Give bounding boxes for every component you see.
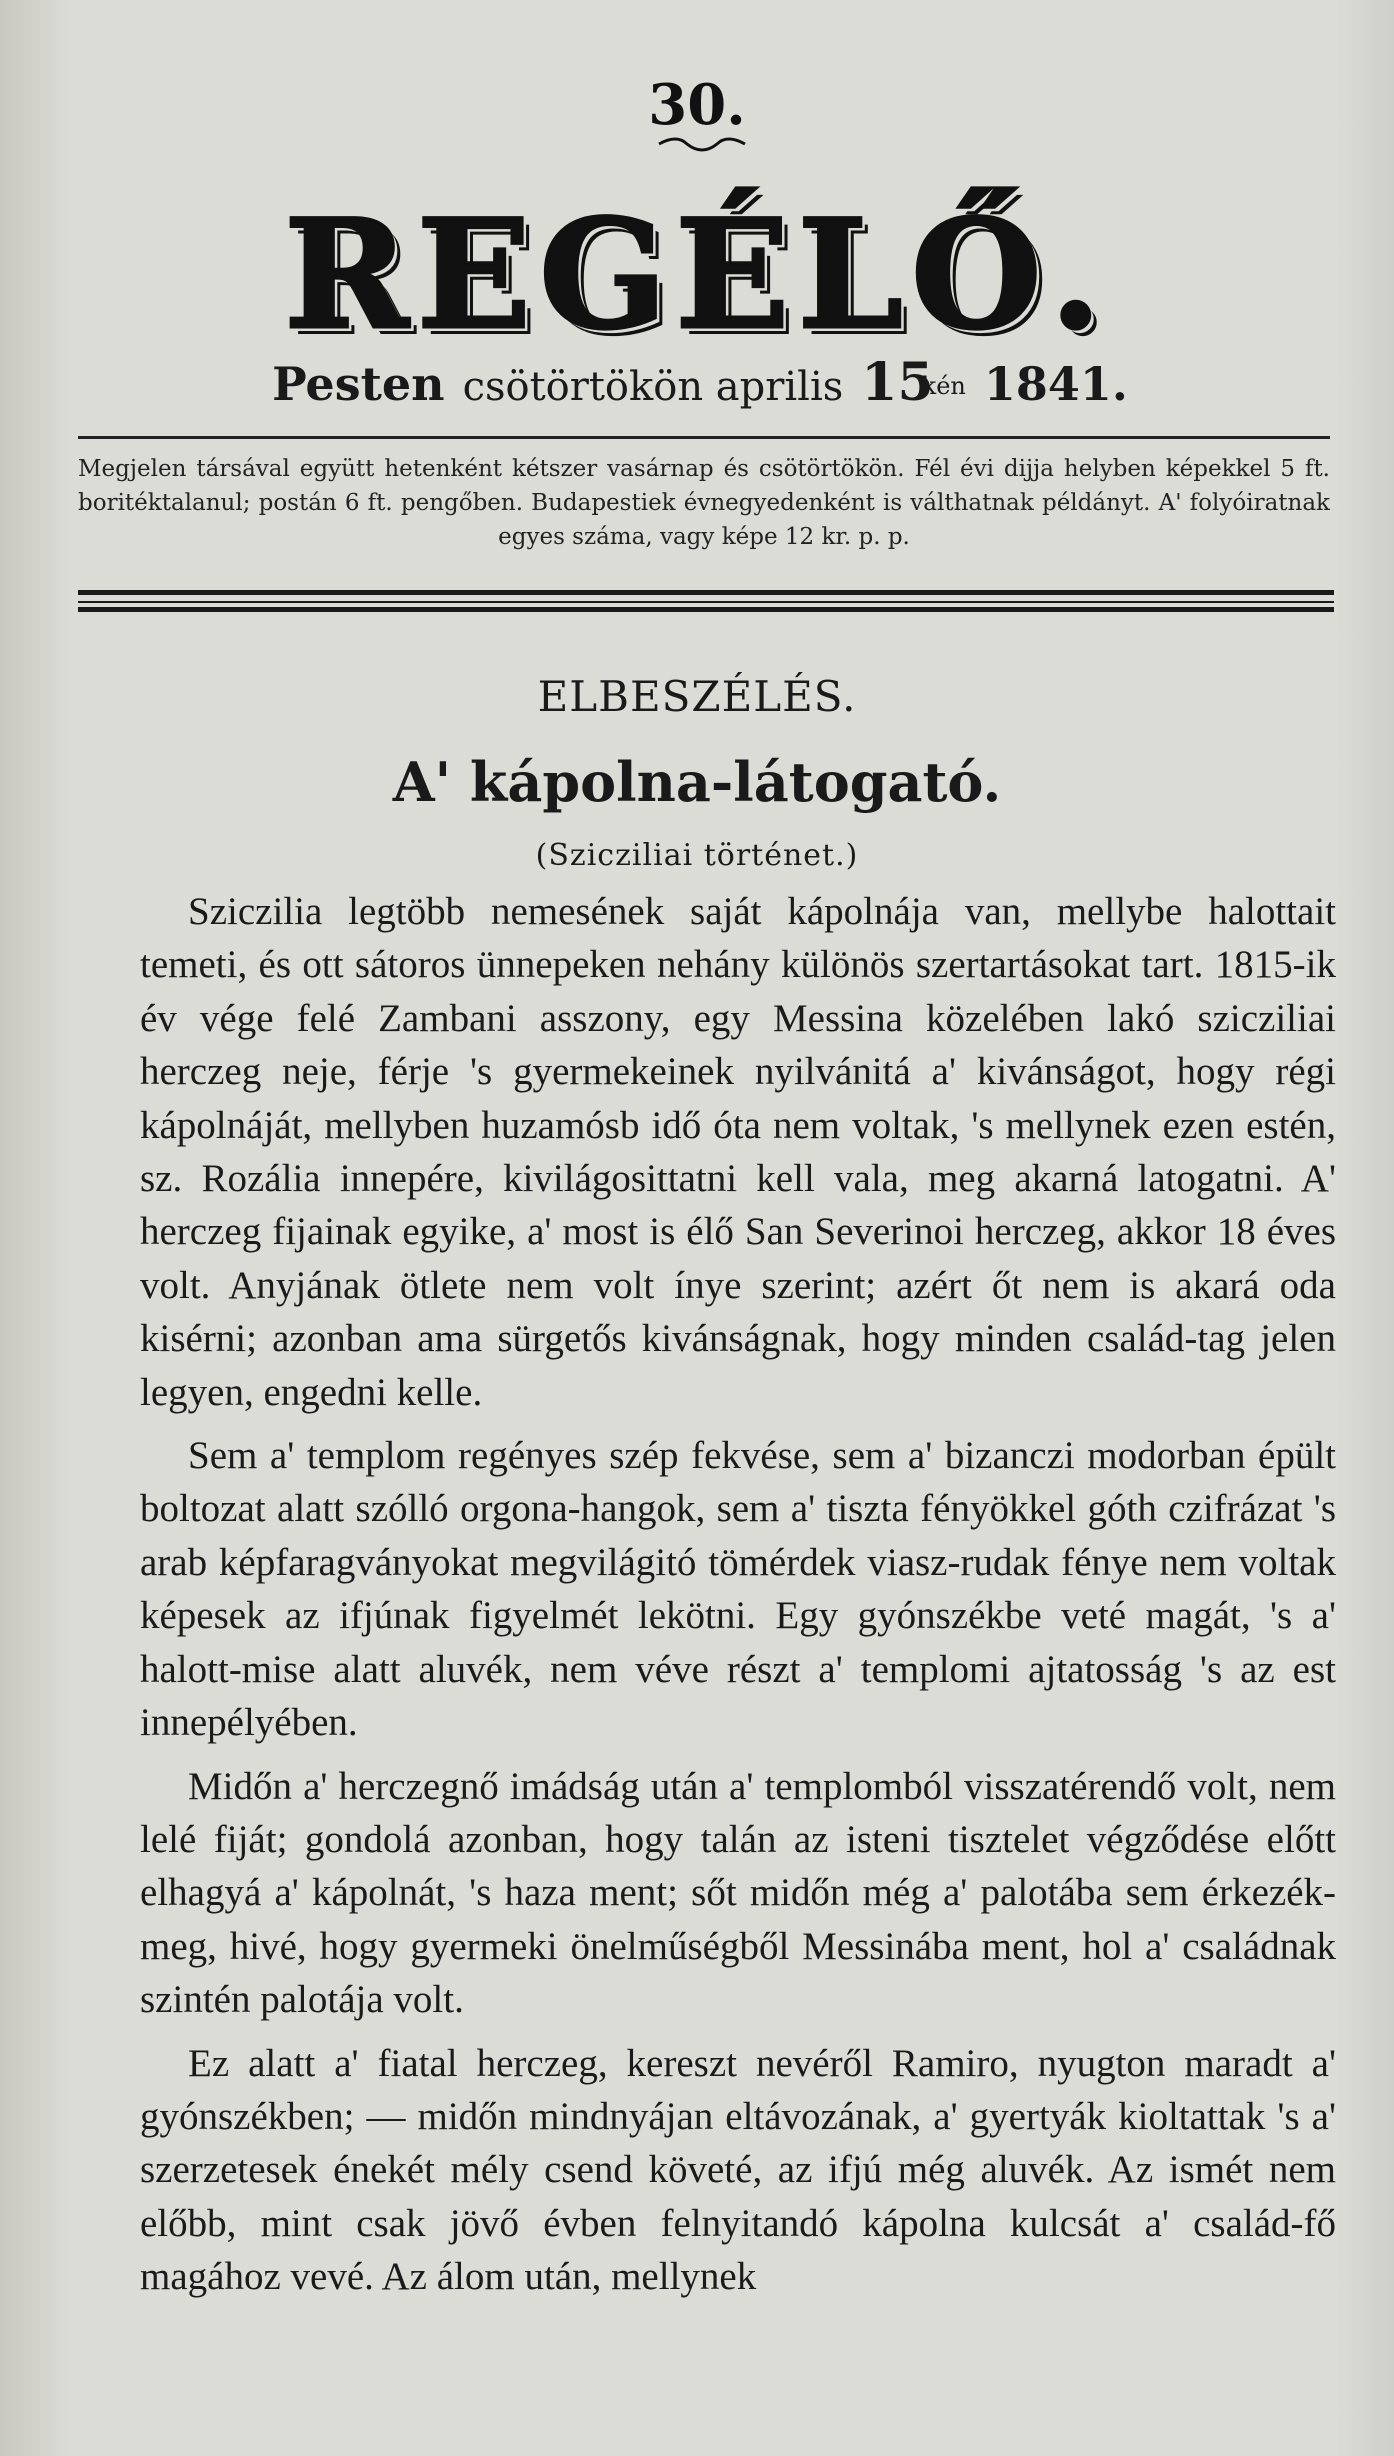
double-rule-divider	[78, 590, 1334, 612]
article-paragraph: Szicziliа legtöbb nemesének saját kápolnája van, mellybe halottait temeti, és ott sátoros ünnepeken nehány különös szertartásokat tart. 1815-ik év vége felé Zambani asszony, egy Messina közelében lakó szicziliai herczeg neje, férje 's gyermekeinek nyilvánitá a' kivánságot, hogy régi kápolnáját, mellyben huzamósb idő óta nem voltak, 's mellynek ezen estén, sz. Rozália innepére, kivilágosittatni kell vala, meg akarná latogatni. A' herczeg fijainak egyike, a' most is élő San Severinoi herczeg, akkor 18 éves volt. Anyjának ötlete nem volt ínye szerint; azért őt nem is akará oda kisérni; azonban ama sürgetős kivánságnak, hogy minden család-tag jelen legyen, engedni kelle.	[140, 890, 1336, 1414]
dateline-year: 1841.	[983, 357, 1128, 411]
dateline-day: 15	[861, 352, 934, 413]
article-paragraph: Sem a' templom regényes szép fekvése, sem a' bizanczi modorban épült boltozat alatt szólló orgona-hangok, sem a' tiszta fényökkel góth czifrázat 's arab képfaragványokat megvilágitó tömérdek viasz-rudak fénye nem voltak képesek az ifjúnak figyelmét lekötni. Egy gyónszékbe veté magát, 's a' halott-mise alatt aluvék, nem véve részt a' templomi ajtatosság 's az est innepélyében.	[140, 1434, 1336, 1745]
header-rule	[78, 436, 1330, 439]
article-paragraph: Midőn a' herczegnő imádság után a' templomból visszatérendő volt, nem lelé fiját; gondolá azonban, hogy talán az isteni tisztelet végződése előtt elhagyá a' kápolnát, 's haza ment; sőt midőn még a' palotába sem érkezék-meg, hivé, hogy gyermeki önelműségből Messinába ment, hol a' családnak szintén palotája volt.	[140, 1764, 1336, 2022]
flourish-ornament	[657, 132, 747, 156]
page-edge-left	[0, 0, 70, 2456]
dateline	[100, 352, 1300, 413]
subscription-notice: Megjelen társával együtt hetenként kétszer vasárnap és csötörtökön. Fél évi dijja helyben képekkel 5 ft. boritéktalanul; postán 6 ft. pengőben. Budapestiek évnegyedenként is válthatnak példányt. A' folyóiratnak egyes száma, vagy képe 12 kr. p. p.	[78, 456, 1330, 550]
masthead-title: REGÉLŐ.	[284, 187, 1110, 363]
dateline-day-suffix: kén	[921, 371, 966, 400]
dateline-day-group	[861, 352, 966, 413]
dateline-city: Pesten	[272, 357, 445, 411]
dateline-weekday-month: csötörtökön aprilis	[462, 364, 844, 410]
article-body	[140, 885, 1336, 2304]
section-heading: ELBESZÉLÉS.	[537, 672, 857, 721]
article-subtitle: (Szicziliai történet.)	[535, 838, 859, 873]
issue-number: 30.	[648, 72, 746, 138]
article-paragraph: Ez alatt a' fiatal herczeg, kereszt nevéről Ramiro, nyugton maradt a' gyónszékben; — midőn mindnyájan eltávozának, a' gyertyák kioltattak 's a' szerzetesek énekét mély csend követé, az ifjú még aluvék. Az ismét nem előbb, mint csak jövő évben felnyitandó kápolna kulcsát a' család-fő magához vevé. Az álom után, mellynek	[140, 2041, 1336, 2299]
article-title: A' kápolna-látogató.	[392, 750, 1002, 814]
page-edge-right	[1334, 0, 1394, 2456]
